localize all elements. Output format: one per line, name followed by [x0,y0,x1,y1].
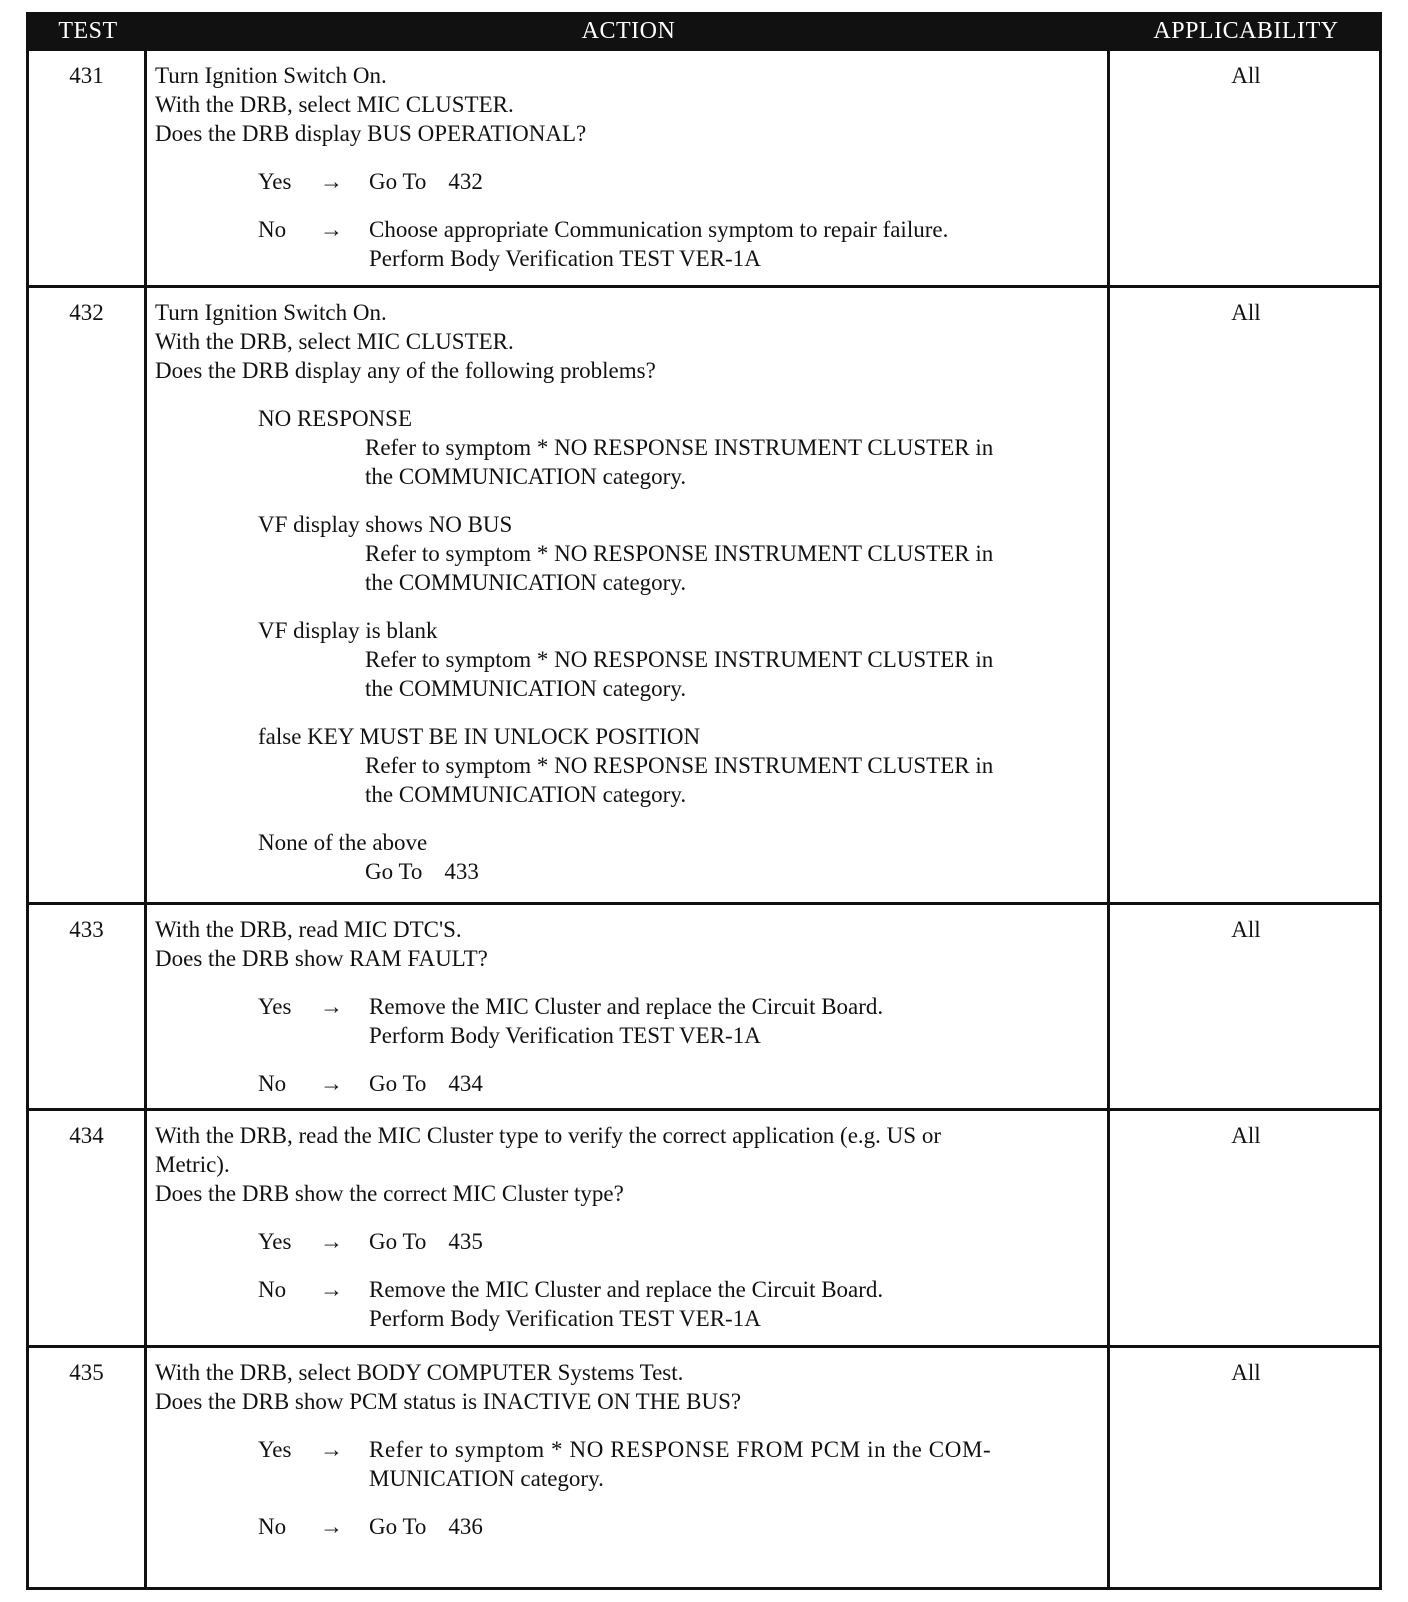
action-line: Does the DRB show the correct MIC Cluster type? [155,1181,624,1206]
action-line: With the DRB, select MIC CLUSTER. [155,92,514,117]
goto-text [155,857,1101,886]
action-cell [147,1348,1110,1587]
goto-text [369,167,483,196]
goto-target: 433 [444,859,479,884]
table-row [29,288,1379,905]
test-number: 434 [29,1111,147,1345]
test-number: 435 [29,1348,147,1587]
no-label: No [258,217,287,242]
yes-action-text2: MUNICATION category. [369,1466,604,1491]
action-cell [147,905,1110,1108]
yes-action-text2: Perform Body Verification TEST VER-1A [369,1023,761,1048]
yes-label: Yes [258,1437,292,1462]
goto-label: Go To [369,169,427,194]
no-option [155,1512,1101,1541]
action-line: Does the DRB display BUS OPERATIONAL? [155,121,587,146]
condition-label: false KEY MUST BE IN UNLOCK POSITION [258,724,701,749]
action-line: With the DRB, read the MIC Cluster type to verify the correct application (e.g. US or [155,1123,941,1148]
yes-option-line2 [155,1464,1101,1493]
goto-target: 432 [448,169,483,194]
condition-refer: the COMMUNICATION category. [365,676,687,701]
no-action-text: Choose appropriate Communication symptom to repair failure. [369,217,949,242]
arrow-icon: → [320,1229,343,1254]
no-action-text2: Perform Body Verification TEST VER-1A [369,246,761,271]
applicability-cell: All [1231,1123,1261,1148]
yes-option [155,167,1101,196]
condition-label: NO RESPONSE [258,406,413,431]
no-action-text: Remove the MIC Cluster and replace the Circuit Board. [369,1277,884,1302]
goto-text [369,1227,483,1256]
no-action-text2: Perform Body Verification TEST VER-1A [369,1306,761,1331]
test-number: 431 [29,51,147,285]
goto-target: 435 [448,1229,483,1254]
condition-refer: Refer to symptom * NO RESPONSE INSTRUMENT CLUSTER in [365,435,994,460]
action-line: With the DRB, select BODY COMPUTER Systems Test. [155,1360,684,1385]
yes-option [155,992,1101,1021]
action-line: Does the DRB show RAM FAULT? [155,946,488,971]
goto-target: 436 [448,1514,483,1539]
no-label: No [258,1514,287,1539]
condition-refer: Refer to symptom * NO RESPONSE INSTRUMENT CLUSTER in [365,753,994,778]
action-cell [147,288,1110,902]
arrow-icon: → [320,1514,343,1539]
action-line: Turn Ignition Switch On. [155,300,387,325]
table-row [29,1111,1379,1348]
arrow-icon: → [320,1071,343,1096]
no-option-line2 [155,1304,1101,1333]
action-line: Turn Ignition Switch On. [155,63,387,88]
header-test: TEST [58,18,118,44]
no-option-line2 [155,244,1101,273]
goto-text [369,1512,483,1541]
action-cell [147,51,1110,285]
applicability-cell: All [1231,300,1261,325]
action-line: With the DRB, select MIC CLUSTER. [155,329,514,354]
header-applicability: APPLICABILITY [1153,18,1339,44]
yes-option [155,1227,1101,1256]
test-number: 433 [29,905,147,1108]
applicability-cell: All [1231,1360,1261,1385]
header-action: ACTION [581,18,676,44]
goto-label: Go To [369,1229,427,1254]
condition-label: VF display shows NO BUS [258,512,513,537]
yes-action-text: Refer to symptom * NO RESPONSE FROM PCM in the COM- [369,1437,992,1462]
arrow-icon: → [320,169,343,194]
no-label: No [258,1277,287,1302]
applicability-cell: All [1231,917,1261,942]
goto-text [369,1069,483,1098]
no-option [155,1275,1101,1304]
test-number: 432 [29,288,147,902]
arrow-icon: → [320,1277,343,1302]
test-table [26,12,1382,1590]
condition-refer: Refer to symptom * NO RESPONSE INSTRUMENT CLUSTER in [365,647,994,672]
yes-label: Yes [258,169,292,194]
condition-refer: the COMMUNICATION category. [365,570,687,595]
action-line: Metric). [155,1152,230,1177]
yes-option [155,1435,1101,1464]
yes-action-text: Remove the MIC Cluster and replace the Circuit Board. [369,994,884,1019]
arrow-icon: → [320,217,343,242]
condition-refer: the COMMUNICATION category. [365,782,687,807]
goto-target: 434 [448,1071,483,1096]
no-option [155,1069,1101,1098]
no-option [155,215,1101,244]
table-row [29,1348,1379,1587]
goto-label: Go To [365,859,423,884]
action-line: Does the DRB show PCM status is INACTIVE ON THE BUS? [155,1389,742,1414]
goto-label: Go To [369,1514,427,1539]
yes-option-line2 [155,1021,1101,1050]
table-row [29,51,1379,288]
action-cell [147,1111,1110,1345]
table-row [29,905,1379,1111]
goto-label: Go To [369,1071,427,1096]
no-label: No [258,1071,287,1096]
arrow-icon: → [320,1437,343,1462]
yes-label: Yes [258,1229,292,1254]
condition-label: None of the above [258,830,428,855]
condition-label: VF display is blank [258,618,438,643]
applicability-cell: All [1231,63,1261,88]
action-line: Does the DRB display any of the following problems? [155,358,656,383]
action-line: With the DRB, read MIC DTC'S. [155,917,462,942]
yes-label: Yes [258,994,292,1019]
condition-refer: the COMMUNICATION category. [365,464,687,489]
arrow-icon: → [320,994,343,1019]
table-header [29,15,1379,51]
condition-refer: Refer to symptom * NO RESPONSE INSTRUMENT CLUSTER in [365,541,994,566]
